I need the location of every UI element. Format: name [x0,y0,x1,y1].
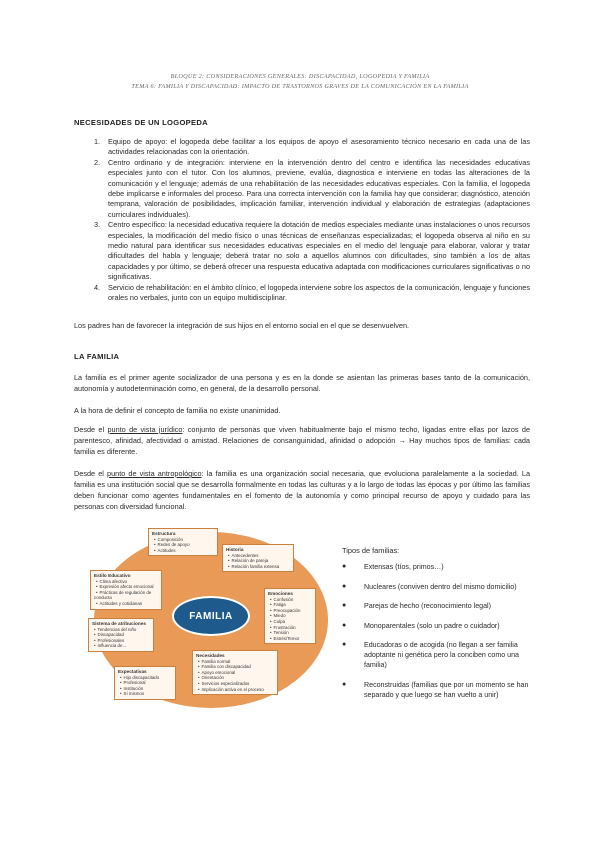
list-item: 3. Centro específico: la necesidad educativa requiere la dotación de medios especiales mediante unas instalaciones o unos recursos especiales, la modificación del medio físico o unas técnicas de enseñanzas especializadas; el logopeda observa al niño en su medio natural para identificar sus necesidades educativas especiales en el medio del lenguaje para elaborar, valorar y tratar dificultades del habla y lenguaje; deberá tratar no solo a aquellos alumnos con dificultades, sino también a los de altas capacidades y por último, se deberá ofrecer una respuesta educativa adaptada con modificaciones curriculares significativas o no significativas. [94,220,530,282]
bullet-icon: ● [342,602,347,609]
box-emociones: Emociones • Confusión • Fatiga • Preocupación • Miedo • Culpa • Frustración • Tensión • Estrés/Temor [264,588,316,644]
bullet-icon: ● [342,680,347,688]
list-item: ● Monoparentales (solo un padre o cuidador) [342,621,500,630]
header-line-1: BLOQUE 2: CONSIDERACIONES GENERALES: DISCAPACIDAD, LOGOPEDIA Y FAMILIA [170,73,430,80]
box-estilo-educativo: Estilo Educativo • Clima afectivo • Expresión afecto emocional • Prácticas de regulación de conducta • Actitudes y cotidianas [90,570,162,610]
needs-list [74,137,530,304]
anthropological-viewpoint-term: punto de vista antropológico [107,469,202,478]
needs-heading: NECESIDADES DE UN LOGOPEDA [74,118,208,127]
family-paragraph-4: Desde el punto de vista antropológico: la familia es una organización social necesaria, que evoluciona paralelamente a la sociedad. La familia es una institución social que se desarrolla formalmente en todas las culturas y a lo largo de todas las épocas y por último las familias deben funcionar como agentes fundamentales en el fomento de la autonomía y como principal recurso de apoyo y cuidado para las personas con diversidad funcional. [74,469,531,511]
list-item: ● Reconstruidas (familias que por un momento se han separado y que luego se han vuelto a unir) [342,680,529,699]
family-paragraph-3: Desde el punto de vista jurídico: conjunto de personas que viven habitualmente bajo el mismo techo, ligadas entre ellas por lazos de parentesco, afinidad, afectividad o amistad. Relaciones de consanguinidad, afinidad o adopción → Hay muchos tipos de familias: cada familia es diferente. [74,425,530,456]
box-historia: Historia • Antecedentes • Relación de pareja • Relación familia extensa [222,544,294,572]
bullet-icon: ● [342,621,347,629]
diagram-center-label: FAMILIA [172,596,250,636]
family-heading: LA FAMILIA [74,352,120,361]
list-item: ● Educadoras o de acogida (no llegan a ser familia adoptante ni genética pero la conciben como una familia) [342,641,519,669]
box-necesidades: Necesidades • Familia normal • Familia con discapacidad • Apoyo emocional • Orientación • Servicios especializados • Implicación activa en el proceso [192,650,278,695]
list-item: 4. Servicio de rehabilitación: en el ámbito clínico, el logopeda interviene sobre los aspectos de la comunicación, lenguaje y funciones orales no verbales, junto con un equipo multidisciplinar. [94,282,530,303]
family-paragraph-1: La familia es el primer agente socializador de una persona y es en la donde se asientan las primeras bases tanto de la comunicación, autonomía y autodeterminación como, en general, de la desarrollo personal. [74,373,530,393]
family-diagram [86,524,330,712]
box-expectativas: Expectativas • Hijo discapacitado • Profesional • Institución • Sí mismos [114,666,176,700]
legal-viewpoint-term: punto de vista jurídico [107,425,183,434]
box-sistema-atribuciones: Sistema de atribuciones • Tendencias del niño • Discapacidad • Profesionales • Influencia de... [88,618,154,652]
list-item: 2. Centro ordinario y de integración: interviene en la intervención dentro del centro e identifica las necesidades educativas especiales junto con el tutor. Con los alumnos, previene, evalúa, diagnostica e interviene en todas las alteraciones de la comunicación y el lenguaje; además de una rehabilitación de las necesidades educativas especiales. Con la familia, el logopeda debe implicarse e informales del proceso. Para una correcta intervención con la familia hay que considerar; diagnóstico, atención temprana, valoración de posibilidades, implicación familiar, intervención individual y elaboración de estrategias (adaptaciones curriculares individuales). [94,157,530,219]
bullet-icon: ● [342,563,347,570]
bullet-icon: ● [342,641,347,648]
header-line-2: TEMA 6: FAMILIA Y DISCAPACIDAD: IMPACTO DE TRASTORNOS GRAVES DE LA COMUNICACIÓN EN LA FAMILIA [131,83,469,90]
family-types-list [342,562,534,709]
list-item: ● Parejas de hecho (reconocimiento legal) [342,602,491,610]
family-types-title: Tipos de familias: [342,546,400,555]
list-item: ● Extensas (tíos, primos…) [342,563,444,571]
box-estructura: Estructura • Composición • Redes de apoyo • Actitudes [148,528,218,556]
bullet-icon: ● [342,582,347,590]
list-item: 1. Equipo de apoyo: el logopeda debe facilitar a los equipos de apoyo el asesoramiento técnico necesario en cada una de las actividades relacionadas con la orientación. [94,137,530,157]
list-item: ● Nucleares (conviven dentro del mismo domicilio) [342,582,517,591]
family-paragraph-2: A la hora de definir el concepto de familia no existe unanimidad. [74,406,281,415]
needs-closing: Los padres han de favorecer la integración de sus hijos en el entorno social en el que se desenvuelven. [74,321,410,330]
